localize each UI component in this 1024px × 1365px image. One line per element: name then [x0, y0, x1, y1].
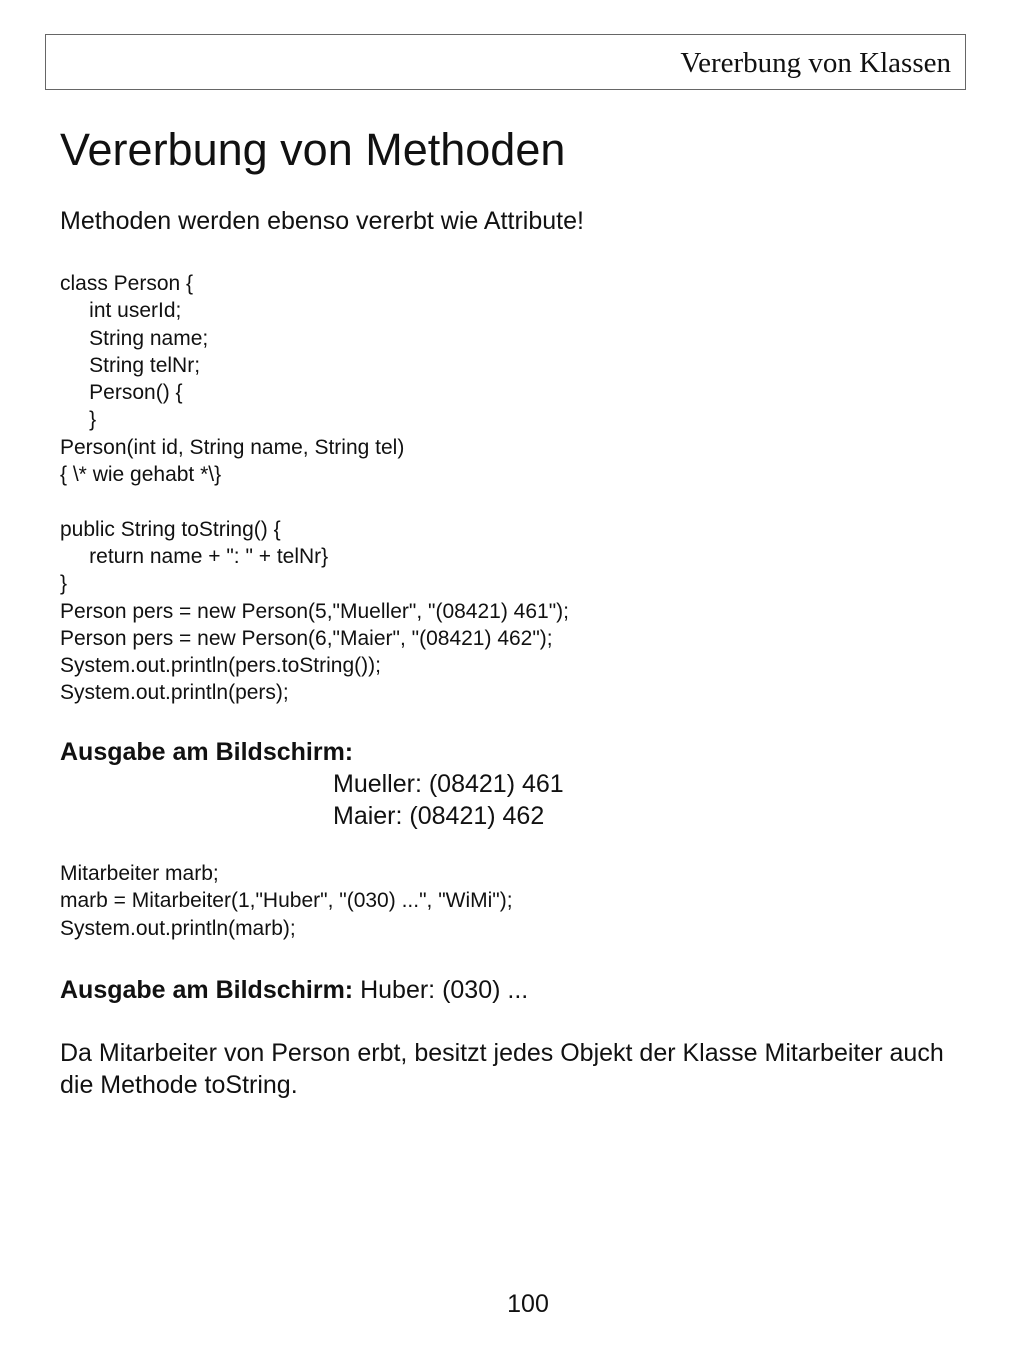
code-line: Person pers = new Person(6,"Maier", "(08421) 462");	[60, 626, 553, 650]
code-line: return name + ": " + telNr}	[60, 544, 329, 568]
page-heading: Vererbung von Methoden	[60, 124, 566, 175]
output-line: Mueller: (08421) 461	[333, 770, 564, 798]
code-line: }	[60, 572, 68, 596]
code-line: class Person {	[60, 272, 194, 295]
output-lines-1	[333, 768, 564, 832]
output-line-2	[60, 974, 528, 1006]
code-line: Person() {	[60, 381, 183, 405]
code-line: System.out.println(pers.toString());	[60, 654, 381, 678]
code-block-mitarbeiter	[60, 860, 513, 942]
output-heading-2: Ausgabe am Bildschirm:	[60, 976, 354, 1004]
code-line: }	[60, 408, 97, 432]
code-line: Person pers = new Person(5,"Mueller", "(08421) 461");	[60, 599, 569, 623]
page-number: 100	[507, 1290, 549, 1318]
code-line: System.out.println(marb);	[60, 916, 296, 940]
code-line: int userId;	[60, 299, 182, 323]
output-value-2: Huber: (030) ...	[353, 976, 529, 1004]
header-box	[45, 34, 966, 90]
code-line: String telNr;	[60, 353, 201, 377]
output-heading-1: Ausgabe am Bildschirm:	[60, 738, 354, 766]
header-title: Vererbung von Klassen	[680, 47, 951, 79]
code-line: System.out.println(pers);	[60, 681, 289, 705]
code-line: Person(int id, String name, String tel)	[60, 435, 405, 459]
conclusion-text: Da Mitarbeiter von Person erbt, besitzt jedes Objekt der Klasse Mitarbeiter auch die Methode toString.	[60, 1039, 944, 1099]
code-line-blank	[60, 488, 569, 515]
code-block-person	[60, 270, 569, 707]
code-line: marb = Mitarbeiter(1,"Huber", "(030) ...", "WiMi");	[60, 889, 513, 913]
intro-text: Methoden werden ebenso vererbt wie Attribute!	[60, 207, 584, 235]
code-line: Mitarbeiter marb;	[60, 862, 219, 885]
code-line: String name;	[60, 326, 209, 350]
code-line: { \* wie gehabt *\}	[60, 463, 222, 487]
code-line: public String toString() {	[60, 517, 281, 541]
output-line: Maier: (08421) 462	[333, 802, 545, 830]
